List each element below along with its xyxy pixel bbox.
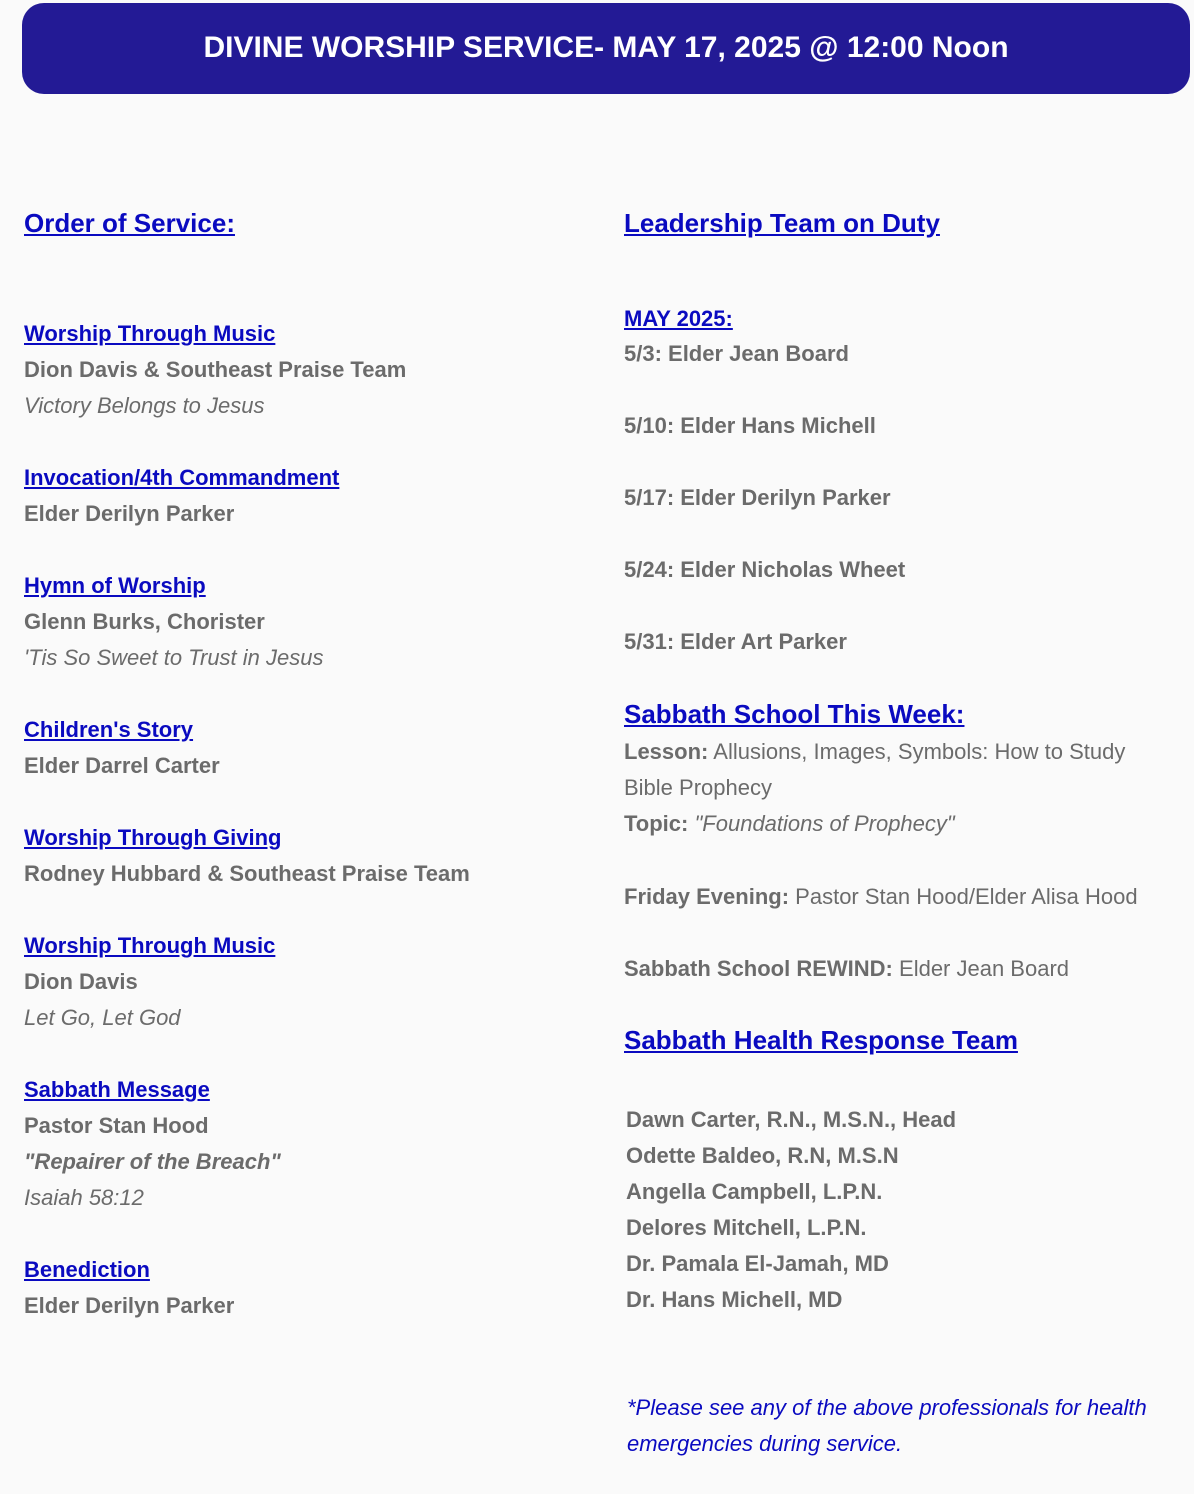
rewind-label: Sabbath School REWIND: <box>624 956 893 981</box>
page-title: DIVINE WORSHIP SERVICE- MAY 17, 2025 @ 12:00 Noon <box>203 30 1009 64</box>
rewind-text: Elder Jean Board <box>899 956 1070 981</box>
sermon-scripture: Isaiah 58:12 <box>24 1185 144 1210</box>
friday-label: Friday Evening: <box>624 884 790 909</box>
leadership-entry: 5/31: Elder Art Parker <box>624 629 847 654</box>
health-member: Odette Baldeo, R.N, M.S.N <box>626 1143 899 1168</box>
header-banner <box>22 3 1190 94</box>
leadership-entry: 5/10: Elder Hans Michell <box>624 413 876 438</box>
friday-evening <box>624 879 1164 915</box>
order-item-title[interactable]: Benediction <box>24 1257 150 1282</box>
sermon-title: "Repairer of the Breach" <box>24 1149 281 1174</box>
friday-text: Pastor Stan Hood/Elder Alisa Hood <box>795 884 1138 909</box>
topic-label: Topic: <box>624 811 689 836</box>
leadership-entry: 5/24: Elder Nicholas Wheet <box>624 557 906 582</box>
health-member: Dr. Hans Michell, MD <box>626 1287 843 1312</box>
health-team-heading[interactable]: Sabbath Health Response Team <box>624 1025 1018 1055</box>
topic-text: "Foundations of Prophecy" <box>694 811 955 836</box>
leadership-heading[interactable]: Leadership Team on Duty <box>624 208 940 238</box>
order-item-person: Elder Derilyn Parker <box>24 1293 235 1318</box>
leadership-month[interactable]: MAY 2025: <box>624 306 733 331</box>
order-item-person: Rodney Hubbard & Southeast Praise Team <box>24 861 470 886</box>
health-member: Delores Mitchell, L.P.N. <box>626 1215 867 1240</box>
order-item-person: Glenn Burks, Chorister <box>24 609 265 634</box>
order-item-person: Elder Derilyn Parker <box>24 501 235 526</box>
health-member: Dawn Carter, R.N., M.S.N., Head <box>626 1107 957 1132</box>
order-item-song: Victory Belongs to Jesus <box>24 393 265 418</box>
order-item-person: Dion Davis <box>24 969 138 994</box>
order-item-title[interactable]: Children's Story <box>24 717 194 742</box>
order-item-person: Dion Davis & Southeast Praise Team <box>24 357 407 382</box>
health-note: *Please see any of the above professionals for health emergencies during service. <box>627 1395 1147 1456</box>
order-item-song: 'Tis So Sweet to Trust in Jesus <box>24 645 324 670</box>
sabbath-school-topic <box>624 806 955 842</box>
order-of-service-heading[interactable]: Order of Service: <box>24 208 235 238</box>
order-item-title[interactable]: Invocation/4th Commandment <box>24 465 340 490</box>
leadership-entry: 5/17: Elder Derilyn Parker <box>624 485 891 510</box>
order-item-title[interactable]: Hymn of Worship <box>24 573 206 598</box>
sabbath-school-lesson <box>624 734 1164 806</box>
sabbath-school-rewind <box>624 951 1069 987</box>
order-item-title[interactable]: Worship Through Music <box>24 933 276 958</box>
health-member: Dr. Pamala El-Jamah, MD <box>626 1251 889 1276</box>
sabbath-school-heading[interactable]: Sabbath School This Week: <box>624 699 965 729</box>
order-item-person: Elder Darrel Carter <box>24 753 220 778</box>
order-item-title[interactable]: Worship Through Giving <box>24 825 282 850</box>
order-item-song: Let Go, Let God <box>24 1005 181 1030</box>
order-item-person: Pastor Stan Hood <box>24 1113 209 1138</box>
lesson-text: Allusions, Images, Symbols: How to Study Bible Prophecy <box>624 739 1126 800</box>
health-member: Angella Campbell, L.P.N. <box>626 1179 883 1204</box>
lesson-label: Lesson: <box>624 739 709 764</box>
order-item-title[interactable]: Sabbath Message <box>24 1077 210 1102</box>
leadership-entry: 5/3: Elder Jean Board <box>624 341 849 366</box>
order-item-title[interactable]: Worship Through Music <box>24 321 276 346</box>
